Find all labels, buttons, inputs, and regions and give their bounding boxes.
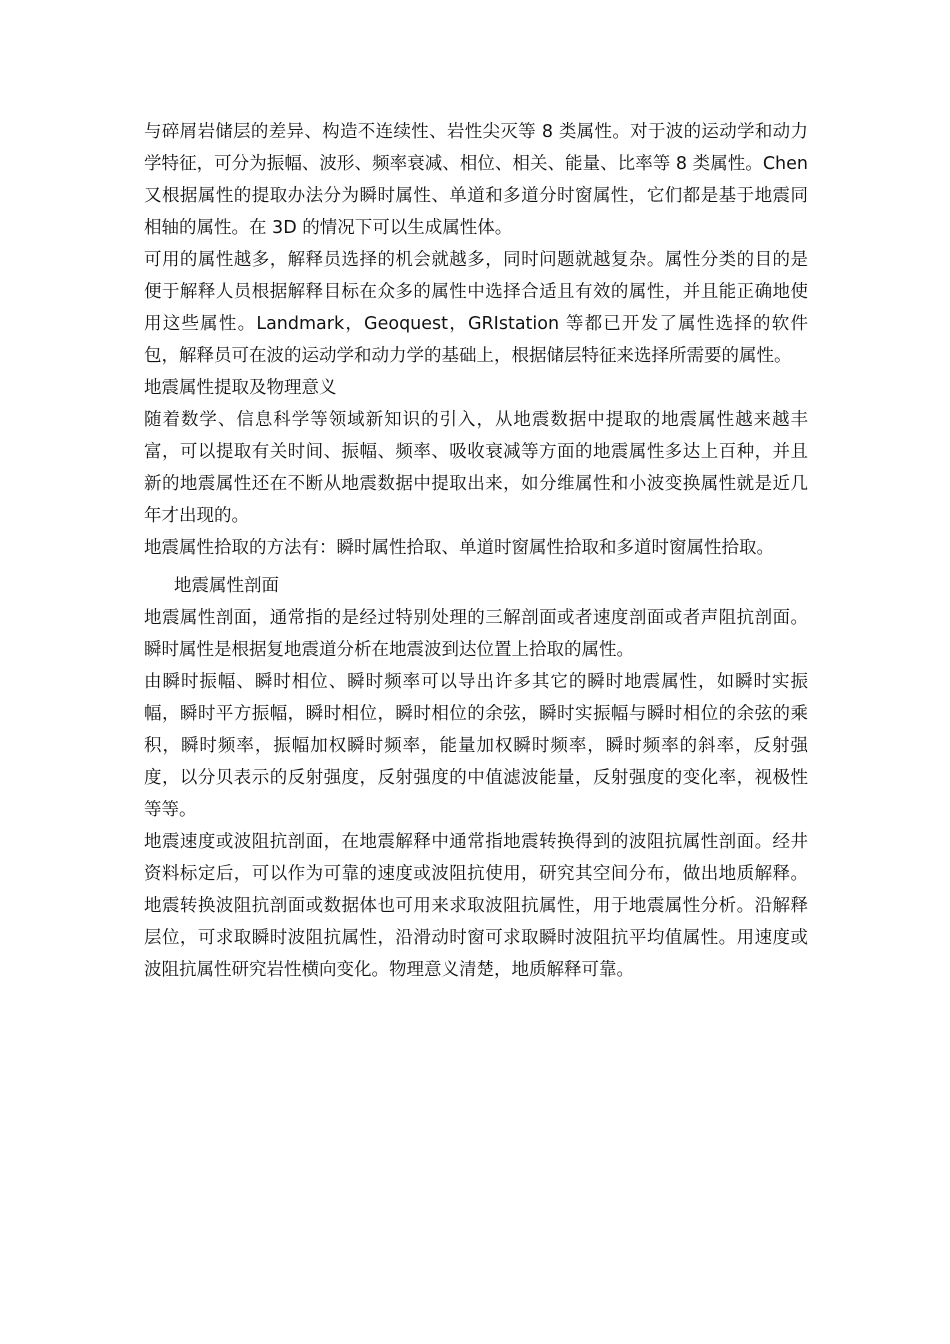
paragraph-impedance-section: 地震速度或波阻抗剖面，在地震解释中通常指地震转换得到的波阻抗属性剖面。经井资料标定后，可以作为可靠的速度或波阻抗使用，研究其空间分布，做出地质解释。地震转换波阻抗剖面或数据体也可用来求取波阻抗属性，用于地震属性分析。沿解释层位，可求取瞬时波阻抗属性，沿滑动时窗可求取瞬时波阻抗平均值属性。用速度或波阻抗属性研究岩性横向变化。物理意义清楚，地质解释可靠。	[144, 832, 808, 980]
paragraph-attribute-classes: 与碎屑岩储层的差异、构造不连续性、岩性尖灭等 8 类属性。对于波的运动学和动力学特征，可分为振幅、波形、频率衰减、相位、相关、能量、比率等 8 类属性。Chen 又根据属性的提取办法分为瞬时属性、单道和多道分时窗属性，它们都是基于地震同相轴的属性。在 3D 的情况下可以生成属性体。	[144, 122, 808, 238]
paragraph-attribute-selection: 可用的属性越多，解释员选择的机会就越多，同时问题就越复杂。属性分类的目的是便于解释人员根据解释目标在众多的属性中选择合适且有效的属性，并且能正确地使用这些属性。Landmark，Geoquest，GRIstation 等都已开发了属性选择的软件包，解释员可在波的运动学和动力学的基础上，根据储层特征来选择所需要的属性。	[144, 250, 808, 366]
heading-extraction-meaning: 地震属性提取及物理意义	[144, 378, 337, 398]
heading-attribute-section: 地震属性剖面	[174, 576, 279, 596]
paragraph-attribute-richness: 随着数学、信息科学等领域新知识的引入，从地震数据中提取的地震属性越来越丰富，可以提取有关时间、振幅、频率、吸收衰减等方面的地震属性多达上百种，并且新的地震属性还在不断从地震数据中提取出来，如分维属性和小波变换属性就是近几年才出现的。	[144, 410, 808, 526]
paragraph-instantaneous-attributes: 由瞬时振幅、瞬时相位、瞬时频率可以导出许多其它的瞬时地震属性，如瞬时实振幅，瞬时平方振幅，瞬时相位，瞬时相位的余弦，瞬时实振幅与瞬时相位的余弦的乘积，瞬时频率，振幅加权瞬时频率，能量加权瞬时频率，瞬时频率的斜率，反射强度，以分贝表示的反射强度，反射强度的中值滤波能量，反射强度的变化率，视极性等等。	[144, 672, 808, 820]
paragraph-picking-methods: 地震属性拾取的方法有：瞬时属性拾取、单道时窗属性拾取和多道时窗属性拾取。	[144, 538, 774, 558]
paragraph-section-definition: 地震属性剖面，通常指的是经过特别处理的三解剖面或者速度剖面或者声阻抗剖面。瞬时属性是根据复地震道分析在地震波到达位置上拾取的属性。	[144, 608, 808, 660]
document-body	[144, 116, 808, 986]
